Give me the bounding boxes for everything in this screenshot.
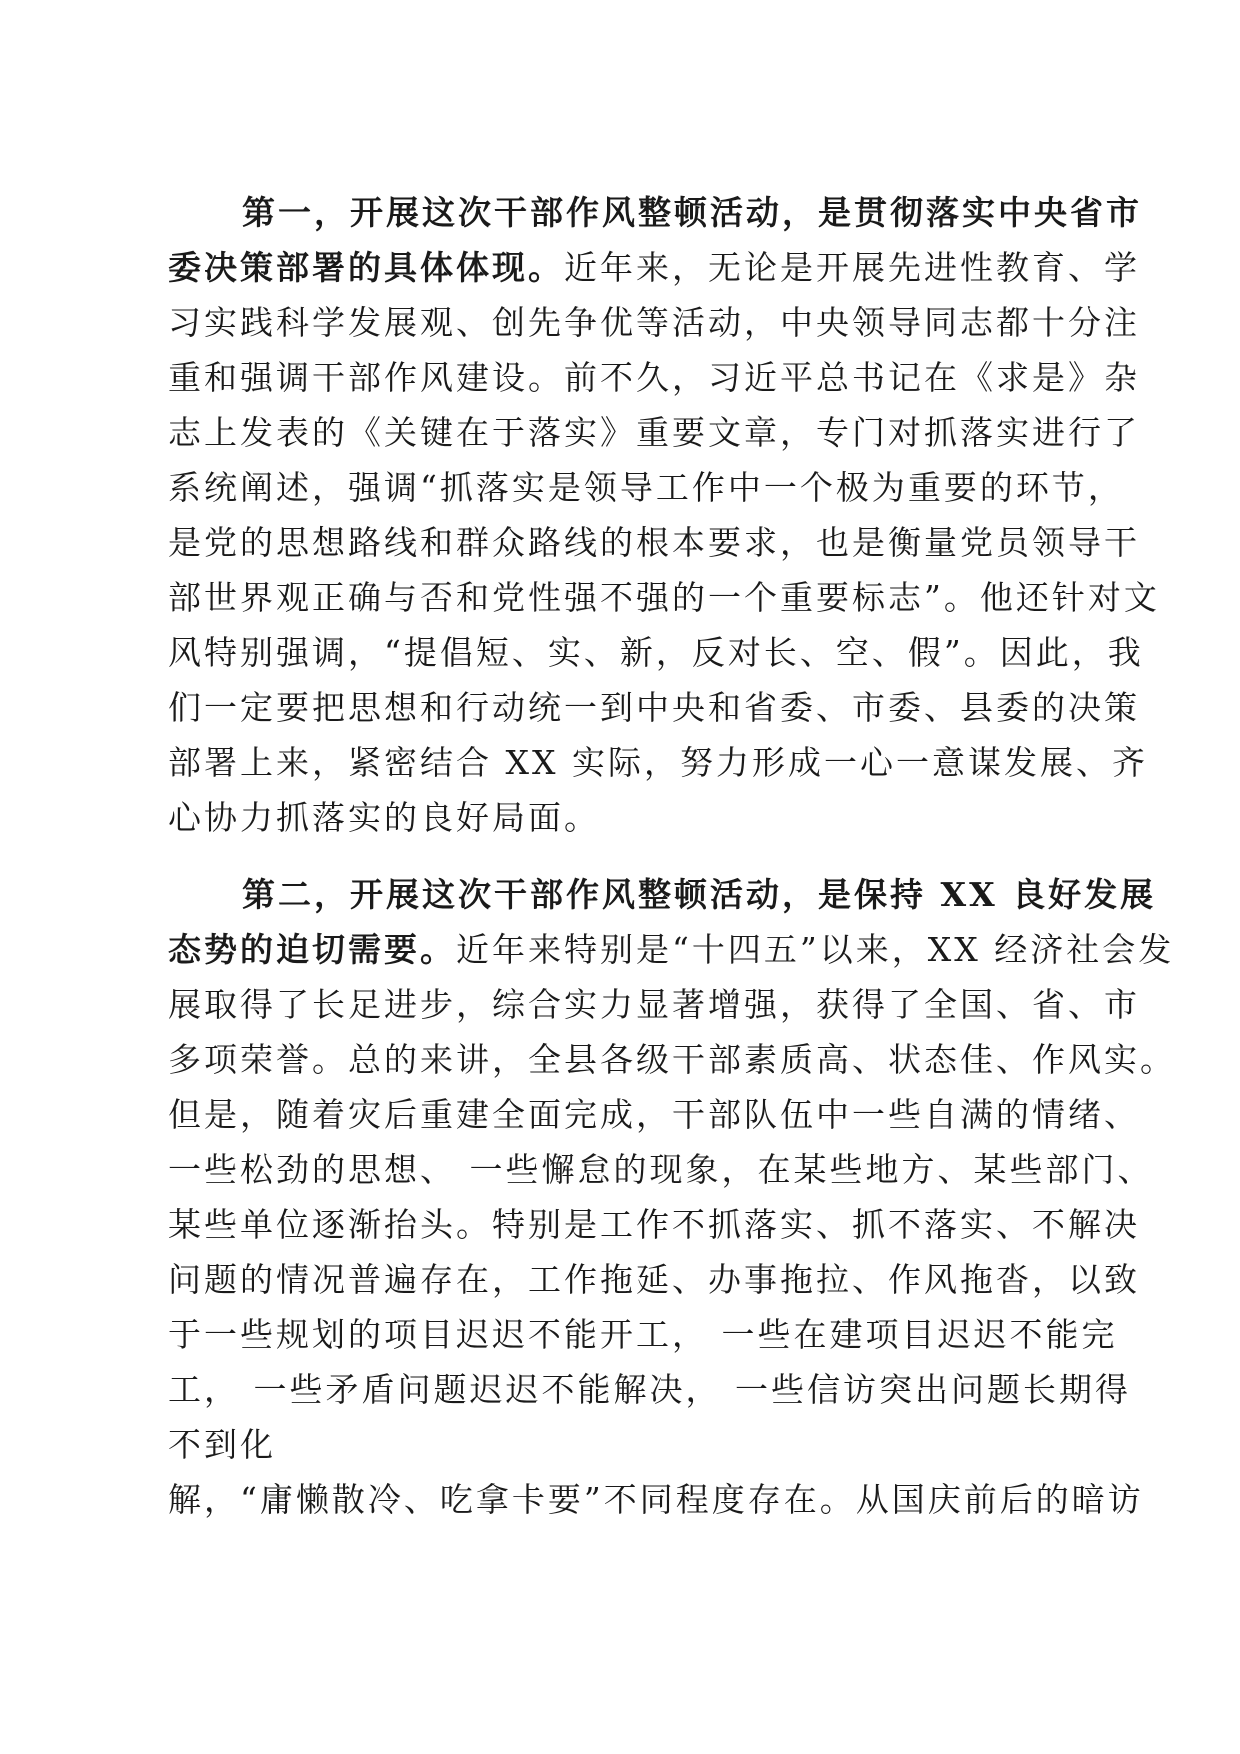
paragraph-spacer — [168, 845, 1078, 867]
paragraph-2-first-line-rest: 近年来特别是“十四五”以来，XX 经济社会发 — [456, 930, 1175, 969]
paragraph-2-line-4: 但是，随着灾后重建全面完成，干部队伍中一些自满的情绪、 — [168, 1095, 1140, 1134]
paragraph-1-line-4: 志上发表的《关键在于落实》重要文章，专门对抓落实进行了 — [168, 413, 1140, 452]
paragraph-2-line-10: 不到化 — [168, 1425, 276, 1464]
paragraph-2-line-8: 于一些规划的项目迟迟不能开工， 一些在建项目迟迟不能完 — [168, 1315, 1118, 1354]
paragraph-2-line-7: 问题的情况普遍存在，工作拖延、办事拖拉、作风拖沓，以致 — [168, 1260, 1140, 1299]
paragraph-1-line-11: 心协力抓落实的良好局面。 — [168, 798, 600, 837]
paragraph-2-line-1 — [168, 922, 1175, 977]
paragraph-2 — [168, 867, 1176, 1527]
paragraph-1-heading-line-2: 委决策部署的具体体现。 — [168, 248, 564, 287]
paragraph-2-line-5: 一些松劲的思想、 一些懈怠的现象，在某些地方、某些部门、 — [168, 1150, 1154, 1189]
paragraph-1-line-10: 部署上来，紧密结合 XX 实际，努力形成一心一意谋发展、齐 — [168, 743, 1148, 782]
paragraph-1-line-7: 部世界观正确与否和党性强不强的一个重要标志”。他还针对文 — [168, 578, 1160, 617]
paragraph-2-line-2: 展取得了长足进步，综合实力显著增强，获得了全国、省、市 — [168, 985, 1140, 1024]
paragraph-1-line-1 — [168, 240, 1140, 295]
paragraph-1-first-line-rest: 近年来，无论是开展先进性教育、学 — [564, 248, 1140, 287]
paragraph-1-heading-line-1: 第一，开展这次干部作风整顿活动，是贯彻落实中央省市 — [242, 193, 1142, 232]
paragraph-2-line-9: 工， 一些矛盾问题迟迟不能解决， 一些信访突出问题长期得 — [168, 1370, 1131, 1409]
paragraph-1 — [168, 185, 1160, 845]
document-body — [168, 185, 1176, 1527]
paragraph-2-line-6: 某些单位逐渐抬头。特别是工作不抓落实、抓不落实、不解决 — [168, 1205, 1140, 1244]
paragraph-1-line-8: 风特别强调，“提倡短、实、新，反对长、空、假”。因此，我 — [168, 633, 1144, 672]
paragraph-2-heading-line-2: 态势的迫切需要。 — [168, 930, 456, 969]
paragraph-1-line-6: 是党的思想路线和群众路线的根本要求，也是衡量党员领导干 — [168, 523, 1140, 562]
paragraph-2-line-3: 多项荣誉。总的来讲，全县各级干部素质高、状态佳、作风实。 — [168, 1040, 1176, 1079]
paragraph-2-heading-line-1: 第二，开展这次干部作风整顿活动，是保持 XX 良好发展 — [242, 875, 1157, 914]
paragraph-1-line-2: 习实践科学发展观、创先争优等活动，中央领导同志都十分注 — [168, 303, 1140, 342]
paragraph-2-line-11: 解，“庸懒散冷、吃拿卡要”不同程度存在。从国庆前后的暗访 — [168, 1480, 1144, 1519]
paragraph-1-line-5: 系统阐述，强调“抓落实是领导工作中一个极为重要的环节， — [168, 468, 1124, 507]
paragraph-1-line-3: 重和强调干部作风建设。前不久，习近平总书记在《求是》杂 — [168, 358, 1140, 397]
paragraph-1-line-9: 们一定要把思想和行动统一到中央和省委、市委、县委的决策 — [168, 688, 1140, 727]
